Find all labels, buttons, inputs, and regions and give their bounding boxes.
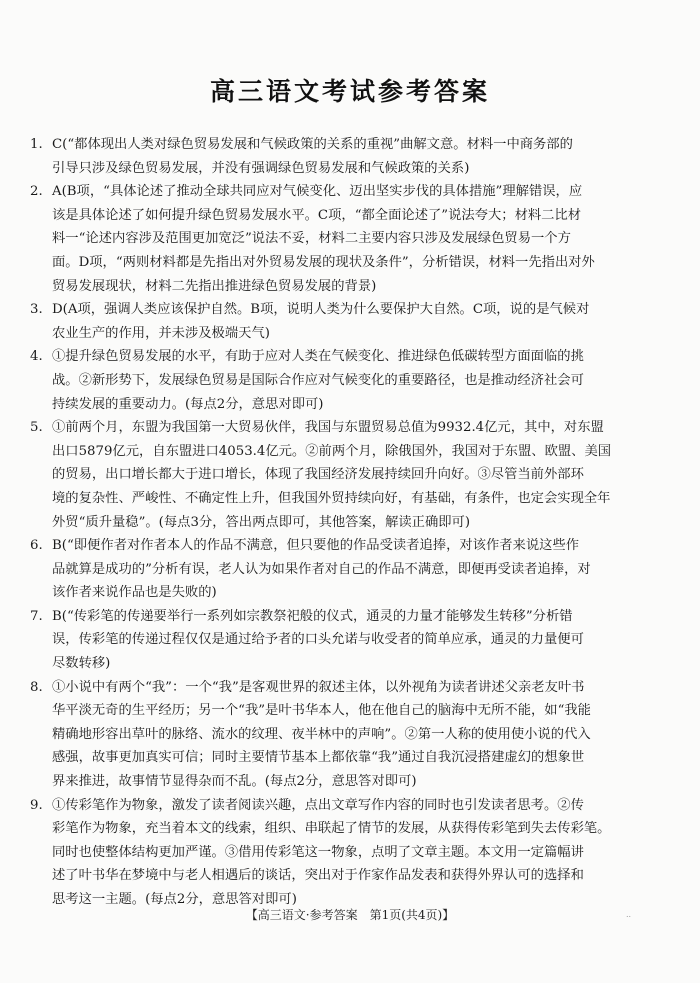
answer-number: 9. bbox=[30, 797, 43, 813]
answer-line: 感强，故事更加真实可信；同时主要情节基本上都依靠“我”通过自我沉浸搭建虚幻的想象世 bbox=[52, 750, 585, 766]
answer-line: 彩笔作为物象，充当着本文的线索，组织、串联起了情节的发展，从获得传彩笔到失去传彩笔。 bbox=[52, 821, 611, 837]
answer-line: 精确地形容出草叶的脉络、流水的纹理、夜半林中的声响”。②第一人称的使用使小说的代入 bbox=[52, 726, 591, 742]
answer-line: B(“传彩笔的传递要举行一系列如宗教祭祀般的仪式，通灵的力量才能够发生转移”分析错 bbox=[52, 608, 573, 624]
answer-line: ①前两个月，东盟为我国第一大贸易伙伴，我国与东盟贸易总值为9932.4亿元，其中，对东盟 bbox=[52, 420, 604, 436]
answer-number: 5. bbox=[30, 420, 43, 436]
answer-item bbox=[30, 298, 642, 345]
answer-line: 思考这一主题。(每点2分，意思答对即可) bbox=[52, 892, 297, 907]
answer-line: 农业生产的作用，并未涉及极端天气) bbox=[52, 325, 270, 341]
answer-line: B(“即便作者对作者本人的作品不满意，但只要他的作品受读者追捧，对该作者来说这些作 bbox=[52, 538, 580, 554]
answer-number: 7. bbox=[30, 608, 43, 624]
corner-mark: .. bbox=[626, 910, 632, 919]
answer-line: ①传彩笔作为物象，激发了读者阅读兴趣，点出文章写作内容的同时也引发读者思考。②传 bbox=[52, 797, 584, 813]
answer-line: ①小说中有两个“我”：一个“我”是客观世界的叙述主体，以外视角为读者讲述父亲老友叶书 bbox=[52, 679, 585, 695]
answer-number: 6. bbox=[30, 538, 43, 554]
answer-item bbox=[30, 794, 642, 912]
answer-line: 贸易发展现状，材料二先指出推进绿色贸易发展的背景) bbox=[52, 278, 377, 294]
answer-number: 4. bbox=[30, 349, 43, 365]
answer-line: 料一“论述内容涉及范围更加宽泛”说法不妥，材料二主要内容只涉及发展绿色贸易一个方 bbox=[52, 231, 571, 247]
answer-line: 界来推进，故事情节显得杂而不乱。(每点2分，意思答对即可) bbox=[52, 774, 417, 790]
answer-number: 3. bbox=[30, 302, 43, 318]
answer-item bbox=[30, 133, 642, 180]
answer-number: 2. bbox=[30, 184, 43, 200]
answer-line: 该作者来说作品也是失败的) bbox=[52, 585, 217, 601]
answer-line: 该是具体论述了如何提升绿色贸易发展水平。C项，“都全面论述了”说法夸大；材料二比材 bbox=[52, 207, 582, 223]
answer-item bbox=[30, 534, 642, 605]
answer-item bbox=[30, 676, 642, 794]
answer-line: 误，传彩笔的传递过程仅仅是通过给予者的口头允诺与收受者的简单应承，通灵的力量便可 bbox=[52, 632, 584, 648]
answer-line: 出口5879亿元，自东盟进口4053.4亿元。②前两个月，除俄国外，我国对于东盟、欧盟、美国 bbox=[52, 443, 612, 459]
answer-line: D(A项，强调人类应该保护自然。B项，说明人类为什么要保护大自然。C项，说的是气候对 bbox=[52, 302, 590, 318]
answer-line: ①提升绿色贸易发展的水平，有助于应对人类在气候变化、推进绿色低碳转型方面面临的挑 bbox=[52, 349, 584, 365]
answer-number: 1. bbox=[30, 137, 43, 152]
answer-item bbox=[30, 180, 642, 298]
answer-item bbox=[30, 605, 642, 676]
answer-line: 同时也使整体结构更加严谨。③借用传彩笔这一物象，点明了文章主题。本文用一定篇幅讲 bbox=[52, 844, 584, 860]
page-title: 高三语文考试参考答案 bbox=[209, 77, 490, 106]
answer-line: A(B项，“具体论述了推动全球共同应对气候变化、迈出坚实步伐的具体措施”理解错误，应 bbox=[52, 184, 583, 200]
answer-line: 境的复杂性、严峻性、不确定性上升，但我国外贸持续向好，有基础，有条件，也定会实现全年 bbox=[52, 490, 611, 506]
answer-list bbox=[30, 133, 642, 912]
answer-line: 战。②新形势下，发展绿色贸易是国际合作应对气候变化的重要路径，也是推动经济社会可 bbox=[52, 372, 584, 388]
answer-line: 华平淡无奇的生平经历；另一个“我”是叶书华本人，他在他自己的脑海中无所不能，如“我能 bbox=[52, 703, 591, 719]
answer-line: 持续发展的重要动力。(每点2分，意思对即可) bbox=[52, 396, 324, 412]
answer-line: 的贸易，出口增长都大于进口增长，体现了我国经济发展持续回升向好。③尽管当前外部环 bbox=[52, 467, 584, 483]
answer-line: 外贸“质升量稳”。(每点3分，答出两点即可，其他答案，解读正确即可) bbox=[52, 514, 471, 530]
answer-line: 述了叶书华在梦境中与老人相遇后的谈话，突出对于作家作品发表和获得外界认可的选择和 bbox=[52, 868, 584, 884]
answer-line: C(“都体现出人类对绿色贸易发展和气候政策的关系的重视”曲解文意。材料一中商务部的 bbox=[52, 137, 573, 152]
answer-item bbox=[30, 416, 642, 534]
answer-item bbox=[30, 345, 642, 416]
answer-line: 品就算是成功的”分析有误，老人认为如果作者对自己的作品不满意，即便再受读者追捧，对 bbox=[52, 561, 591, 577]
page-footer: 【高三语文·参考答案 第1页(共4页)】 bbox=[245, 908, 455, 922]
answer-line: 引导只涉及绿色贸易发展，并没有强调绿色贸易发展和气候政策的关系) bbox=[52, 160, 470, 176]
answer-line: 面。D项，“两则材料都是先指出对外贸易发展的现状及条件”，分析错误，材料一先指出对外 bbox=[52, 254, 595, 270]
answer-line: 尽数转移) bbox=[52, 656, 111, 672]
answer-number: 8. bbox=[30, 679, 43, 695]
